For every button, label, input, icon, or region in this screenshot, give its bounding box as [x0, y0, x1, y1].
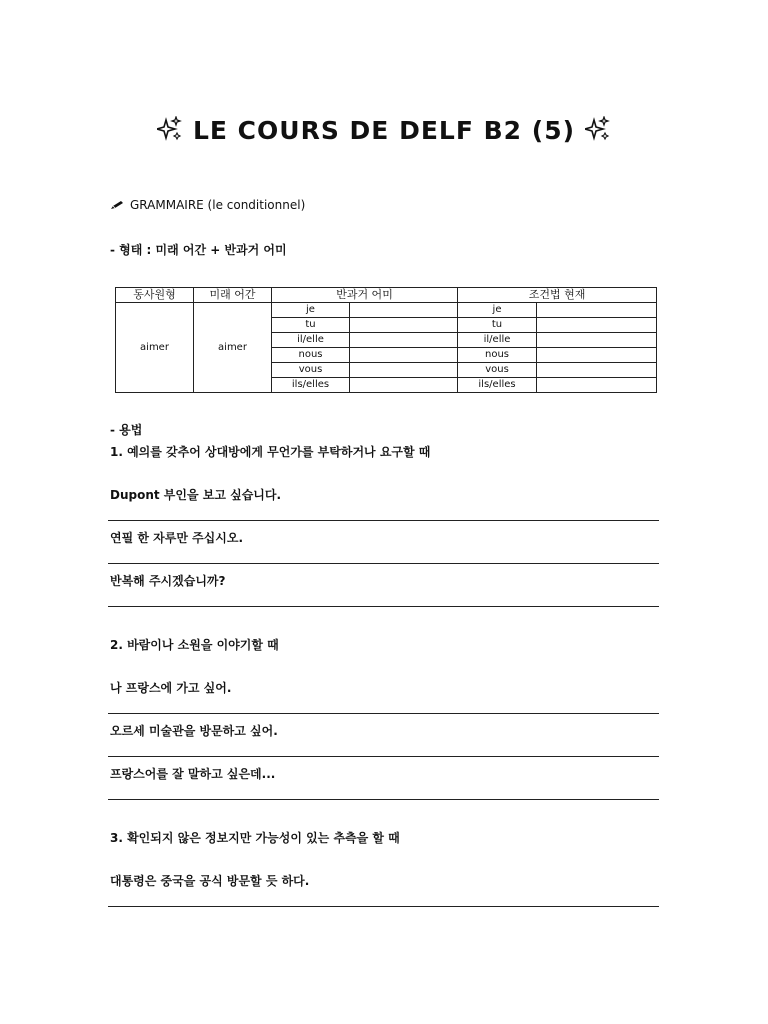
pronoun-cell: il/elle — [272, 333, 350, 348]
pronoun-cell: tu — [458, 318, 537, 333]
blank-cell — [537, 363, 657, 378]
grammar-label: GRAMMAIRE (le conditionnel) — [130, 198, 306, 212]
pronoun-cell: nous — [272, 348, 350, 363]
answer-line — [108, 799, 659, 800]
pronoun-cell: tu — [272, 318, 350, 333]
example-sentence: 나 프랑스에 가고 싶어. — [110, 681, 232, 695]
blank-cell — [537, 318, 657, 333]
blank-cell — [350, 378, 458, 393]
example-sentence: Dupont 부인을 보고 싶습니다. — [110, 488, 282, 502]
header-conditional-present: 조건법 현재 — [458, 288, 657, 303]
title-text: LE COURS DE DELF B2 (5) — [192, 116, 576, 145]
conjugation-table — [115, 287, 657, 393]
blank-cell — [350, 363, 458, 378]
example-sentence: 반복해 주시겠습니까? — [110, 574, 226, 588]
sparkles-icon — [157, 116, 183, 142]
pronoun-cell: je — [272, 303, 350, 318]
blank-cell — [537, 303, 657, 318]
answer-line — [108, 713, 659, 714]
pencil-icon — [110, 200, 124, 210]
pronoun-cell: il/elle — [458, 333, 537, 348]
example-sentence: 대통령은 중국을 공식 방문할 듯 하다. — [110, 874, 310, 888]
form-heading: - 형태 : 미래 어간 + 반과거 어미 — [110, 243, 287, 257]
blank-cell — [537, 378, 657, 393]
pronoun-cell: vous — [458, 363, 537, 378]
pronoun-cell: nous — [458, 348, 537, 363]
blank-cell — [350, 318, 458, 333]
sparkles-icon — [585, 116, 611, 142]
pronoun-cell: vous — [272, 363, 350, 378]
blank-cell — [350, 348, 458, 363]
blank-cell — [350, 303, 458, 318]
pronoun-cell: je — [458, 303, 537, 318]
answer-line — [108, 606, 659, 607]
example-sentence: 프랑스어를 잘 말하고 싶은데... — [110, 767, 276, 781]
header-imperfect-ending: 반과거 어미 — [272, 288, 458, 303]
usage-section-title: 1. 예의를 갖추어 상대방에게 무언가를 부탁하거나 요구할 때 — [110, 445, 431, 459]
answer-line — [108, 520, 659, 521]
answer-line — [108, 906, 659, 907]
answer-line — [108, 756, 659, 757]
answer-line — [108, 563, 659, 564]
example-sentence: 연필 한 자루만 주십시오. — [110, 531, 244, 545]
grammar-heading — [110, 198, 305, 212]
pronoun-cell: ils/elles — [458, 378, 537, 393]
usage-heading: - 용법 — [110, 423, 143, 437]
pronoun-cell: ils/elles — [272, 378, 350, 393]
stem-cell: aimer — [194, 303, 272, 393]
usage-section-title: 3. 확인되지 않은 정보지만 가능성이 있는 추측을 할 때 — [110, 831, 400, 845]
example-sentence: 오르세 미술관을 방문하고 싶어. — [110, 724, 278, 738]
usage-section-title: 2. 바람이나 소원을 이야기할 때 — [110, 638, 279, 652]
table-header-row — [116, 288, 657, 303]
infinitive-cell: aimer — [116, 303, 194, 393]
blank-cell — [350, 333, 458, 348]
header-future-stem: 미래 어간 — [194, 288, 272, 303]
header-infinitive: 동사원형 — [116, 288, 194, 303]
blank-cell — [537, 333, 657, 348]
table-row — [116, 303, 657, 318]
page-title — [0, 116, 768, 145]
blank-cell — [537, 348, 657, 363]
